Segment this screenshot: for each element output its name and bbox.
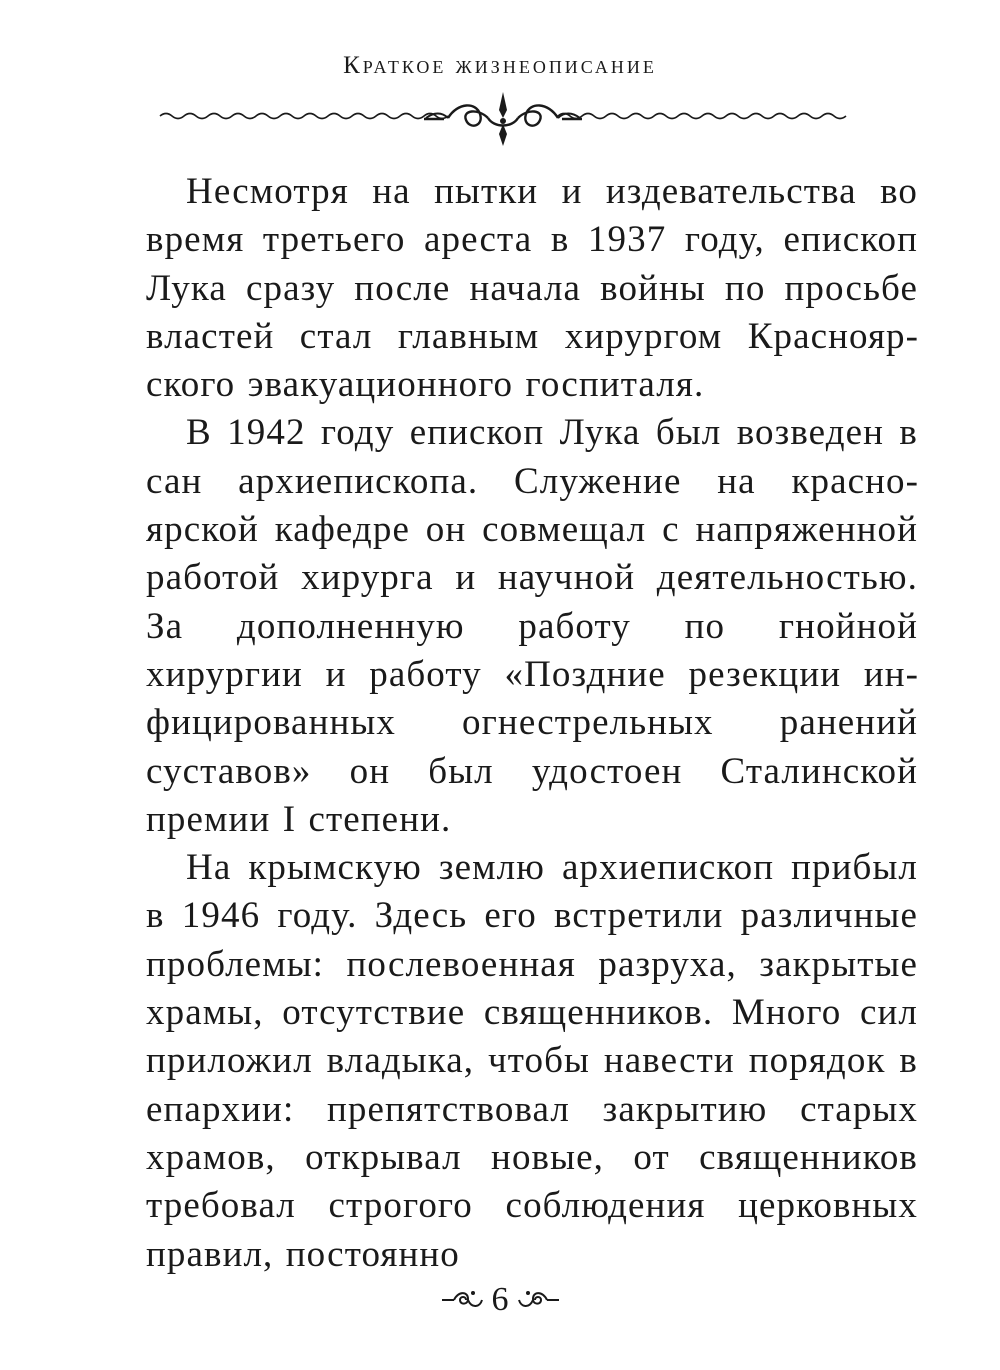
scroll-ornament-icon [158,88,848,148]
body-text [146,168,918,1279]
page-folio [0,1278,1000,1322]
paragraph-1: Несмотря на пытки и издевательства во время третьего ареста в 1937 году, епископ Лука сразу после начала войны по просьбе властей стал главным хирургом Красноярского эвакуационного госпиталя. [146,171,918,406]
page-number: 6 [491,1281,509,1318]
left-folio-ornament-icon [440,1285,484,1315]
paragraph-3: На крымскую землю архиепископ прибыл в 1946 году. Здесь его встретили различные проблемы: послевоенная разруха, закрытые храмы, отсутствие священников. Много сил приложил владыка, чтобы навести порядок в епархии: препятствовал закрытию старых храмов, открывал новые, от священников требовал строгого соблюдения церковных правил, постоянно [146,847,918,1275]
right-folio-ornament-icon [517,1285,561,1315]
paragraph-2: В 1942 году епископ Лука был возведен в сан архиепископа. Служение на красноярской кафедре он совмещал с напряженной работой хирурга и научной деятельностью. За дополненную работу по гнойной хирургии и работу «Поздние резекции инфицированных огнестрельных ранений суставов» он был удостоен Сталинской премии I степени. [146,412,918,840]
running-header [0,52,1000,80]
running-title: Краткое жизнеописание [343,52,657,79]
